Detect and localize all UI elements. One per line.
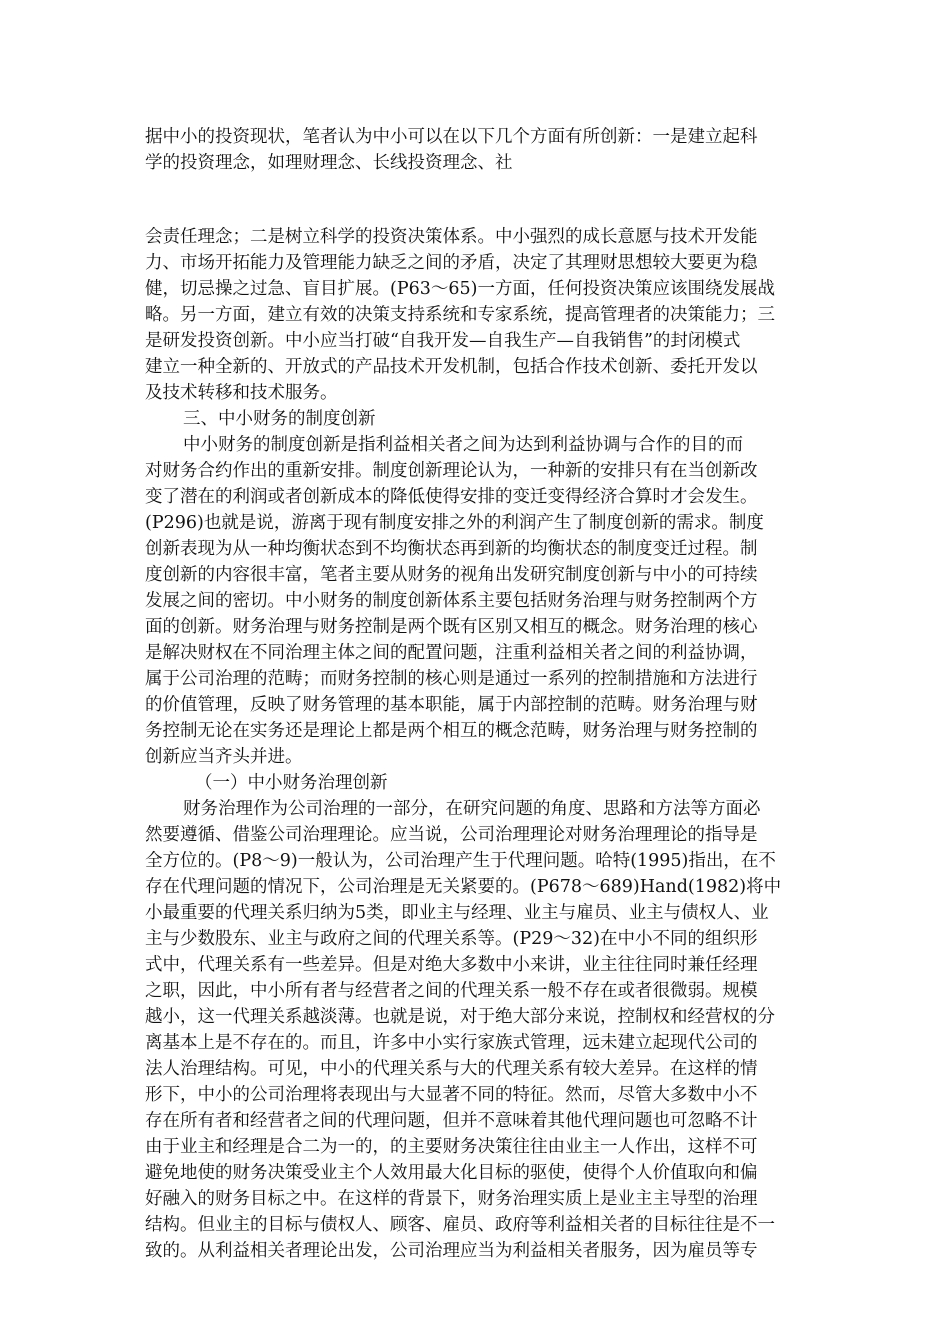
subsection-heading: （一）中小财务治理创新 <box>195 773 388 793</box>
text-line: 中小财务的制度创新是指利益相关者之间为达到利益协调与合作的目的而 <box>183 435 743 455</box>
text-line: 好融入的财务目标之中。在这样的背景下，财务治理实质上是业主主导型的治理 <box>145 1189 758 1209</box>
intro-paragraph <box>145 124 806 176</box>
text-line: 全方位的。(P8～9)一般认为，公司治理产生于代理问题。哈特(1995)指出，在不 <box>145 851 776 871</box>
text-line: 及技术转移和技术服务。 <box>145 383 338 403</box>
text-line: 由于业主和经理是合二为一的，的主要财务决策往往由业主一人作出，这样不可 <box>145 1137 758 1157</box>
text-line: 学的投资理念，如理财理念、长线投资理念、社 <box>145 153 513 173</box>
text-line: 面的创新。财务治理与财务控制是两个既有区别又相互的概念。财务治理的核心 <box>145 617 758 637</box>
text-line: 形下，中小的公司治理将表现出与大显著不同的特征。然而，尽管大多数中小不 <box>145 1085 758 1105</box>
text-line: 创新表现为从一种均衡状态到不均衡状态再到新的均衡状态的制度变迁过程。制 <box>145 539 758 559</box>
text-line: 对财务合约作出的重新安排。制度创新理论认为，一种新的安排只有在当创新改 <box>145 461 758 481</box>
text-line: 主与少数股东、业主与政府之间的代理关系等。(P29～32)在中小不同的组织形 <box>145 929 758 949</box>
text-line: 之职，因此，中小所有者与经营者之间的代理关系一般不存在或者很微弱。规模 <box>145 981 758 1001</box>
text-line: 存在代理问题的情况下，公司治理是无关紧要的。(P678～689)Hand(1982)将中 <box>145 877 782 897</box>
text-line: 度创新的内容很丰富，笔者主要从财务的视角出发研究制度创新与中小的可持续 <box>145 565 758 585</box>
section-heading: 三、中小财务的制度创新 <box>183 409 376 429</box>
text-line: 是研发投资创新。中小应当打破“自我开发—自我生产—自我销售”的封闭模式 <box>145 331 741 351</box>
text-line: 式中，代理关系有一些差异。但是对绝大多数中小来讲，业主往往同时兼任经理 <box>145 955 758 975</box>
text-line: 小最重要的代理关系归纳为5类，即业主与经理、业主与雇员、业主与债权人、业 <box>145 903 769 923</box>
text-line: 发展之间的密切。中小财务的制度创新体系主要包括财务治理与财务控制两个方 <box>145 591 758 611</box>
text-line: 致的。从利益相关者理论出发，公司治理应当为利益相关者服务，因为雇员等专 <box>145 1241 758 1261</box>
text-line: 属于公司治理的范畴；而财务控制的核心则是通过一系列的控制措施和方法进行 <box>145 669 758 689</box>
text-line: 是解决财权在不同治理主体之间的配置问题，注重利益相关者之间的利益协调， <box>145 643 758 663</box>
text-line: 会责任理念；二是树立科学的投资决策体系。中小强烈的成长意愿与技术开发能 <box>145 227 758 247</box>
text-line: 务控制无论在实务还是理论上都是两个相互的概念范畴，财务治理与财务控制的 <box>145 721 758 741</box>
text-line: (P296)也就是说，游离于现有制度安排之外的利润产生了制度创新的需求。制度 <box>145 513 764 533</box>
text-line: 健，切忌操之过急、盲目扩展。(P63～65)一方面，任何投资决策应该围绕发展战 <box>145 279 775 299</box>
text-line: 的价值管理，反映了财务管理的基本职能，属于内部控制的范畴。财务治理与财 <box>145 695 758 715</box>
text-line: 然要遵循、借鉴公司治理理论。应当说，公司治理理论对财务治理理论的指导是 <box>145 825 758 845</box>
text-line: 越小，这一代理关系越淡薄。也就是说，对于绝大部分来说，控制权和经营权的分 <box>145 1007 775 1027</box>
text-line: 创新应当齐头并进。 <box>145 747 303 767</box>
body-text <box>145 224 806 1264</box>
text-line: 建立一种全新的、开放式的产品技术开发机制，包括合作技术创新、委托开发以 <box>145 357 758 377</box>
text-line: 避免地使的财务决策受业主个人效用最大化目标的驱使，使得个人价值取向和偏 <box>145 1163 758 1183</box>
text-line: 略。另一方面，建立有效的决策支持系统和专家系统，提高管理者的决策能力；三 <box>145 305 775 325</box>
text-line: 法人治理结构。可见，中小的代理关系与大的代理关系有较大差异。在这样的情 <box>145 1059 758 1079</box>
text-line: 结构。但业主的目标与债权人、顾客、雇员、政府等利益相关者的目标往往是不一 <box>145 1215 775 1235</box>
text-line: 力、市场开拓能力及管理能力缺乏之间的矛盾，决定了其理财思想较大要更为稳 <box>145 253 758 273</box>
text-line: 据中小的投资现状，笔者认为中小可以在以下几个方面有所创新：一是建立起科 <box>145 127 758 147</box>
text-line: 变了潜在的利润或者创新成本的降低使得安排的变迁变得经济合算时才会发生。 <box>145 487 758 507</box>
text-line: 财务治理作为公司治理的一部分，在研究问题的角度、思路和方法等方面必 <box>183 799 761 819</box>
text-line: 存在所有者和经营者之间的代理问题，但并不意味着其他代理问题也可忽略不计 <box>145 1111 758 1131</box>
text-line: 离基本上是不存在的。而且，许多中小实行家族式管理，远未建立起现代公司的 <box>145 1033 758 1053</box>
